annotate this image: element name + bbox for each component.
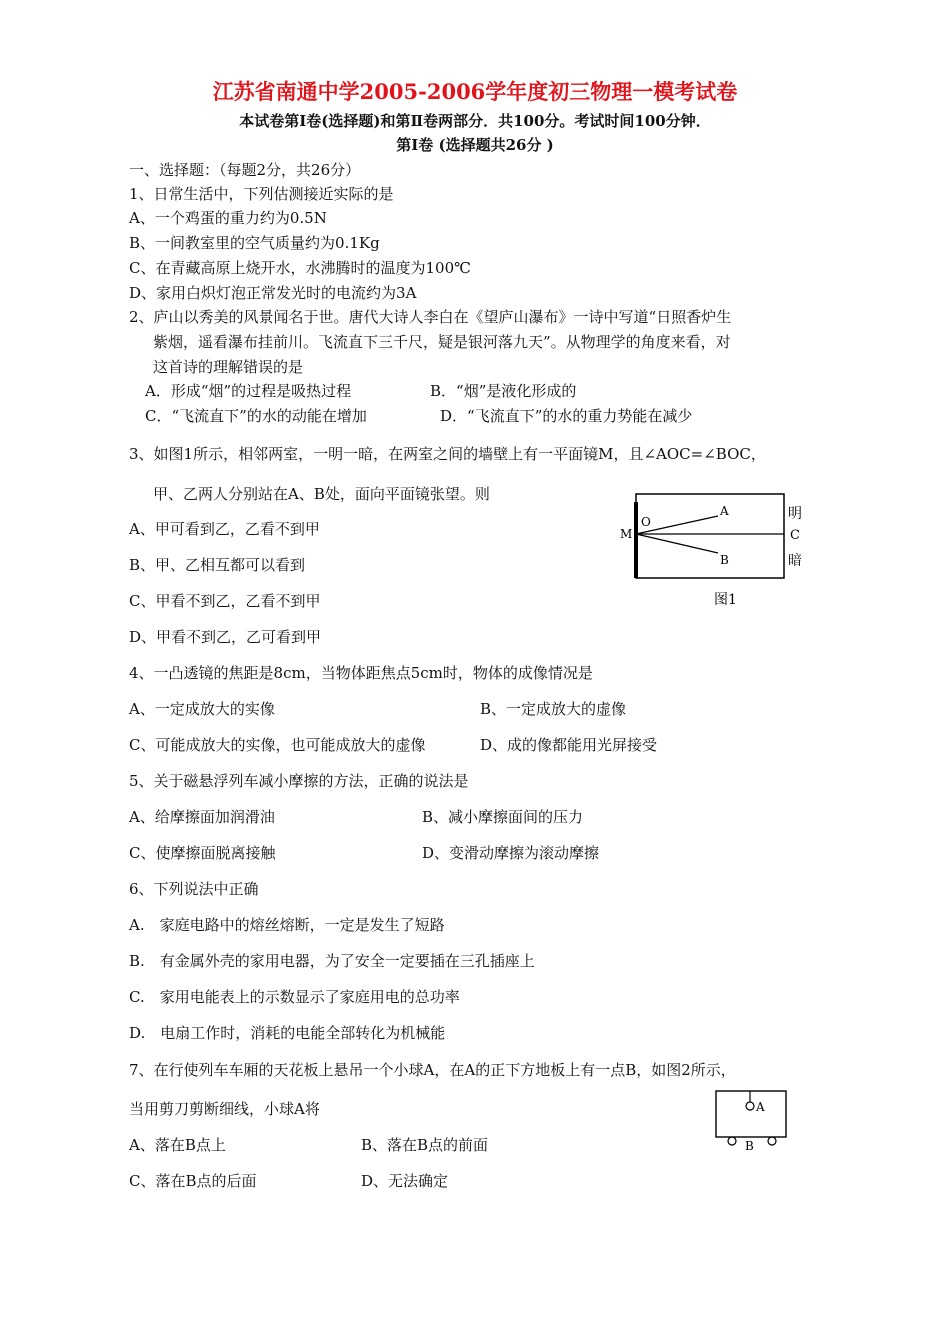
q6-option-c: C. 家用电能表上的示数显示了家庭用电的总功率 — [129, 988, 460, 1006]
q4-stem: 4、一凸透镜的焦距是8cm，当物体距焦点5cm时，物体的成像情况是 — [129, 664, 593, 682]
q2-option-b: B．“烟”是液化形成的 — [430, 382, 577, 400]
q2-option-d: D．“飞流直下”的水的重力势能在减少 — [440, 407, 693, 425]
label-o: O — [641, 515, 651, 529]
ball-a — [746, 1102, 754, 1110]
q3-option-c: C、甲看不到乙，乙看不到甲 — [129, 592, 321, 610]
q7-option-a: A、落在B点上 — [129, 1136, 226, 1154]
q7-option-b: B、落在B点的前面 — [361, 1136, 489, 1154]
q3-stem-line2: 甲、乙两人分别站在A、B处，面向平面镜张望。则 — [153, 485, 490, 503]
q2-option-a: A．形成“烟”的过程是吸热过程 — [145, 382, 352, 400]
q4-option-c: C、可能成放大的实像，也可能成放大的虚像 — [129, 736, 426, 754]
q7-option-c: C、落在B点的后面 — [129, 1172, 257, 1190]
q5-option-a: A、给摩擦面加润滑油 — [129, 808, 275, 826]
q4-option-b: B、一定成放大的虚像 — [480, 700, 627, 718]
figure-1-caption: 图1 — [714, 592, 737, 608]
q3-option-d: D、甲看不到乙，乙可看到甲 — [129, 628, 322, 646]
q2-stem-line2: 紫烟，遥看瀑布挂前川。飞流直下三千尺，疑是银河落九天”。从物理学的角度来看，对 — [153, 333, 731, 351]
label-c: C — [790, 528, 800, 543]
section-heading: 一、选择题：（每题2分，共26分） — [129, 161, 361, 179]
q2-stem-line1: 2、庐山以秀美的风景闻名于世。唐代大诗人李白在《望庐山瀑布》一诗中写道“日照香炉生 — [129, 308, 732, 326]
label-dark: 暗 — [788, 553, 802, 569]
q7-stem-line2: 当用剪刀剪断细线，小球A将 — [129, 1100, 320, 1118]
exam-title: 江苏省南通中学2005-2006学年度初三物理一模考试卷 — [212, 79, 738, 104]
q1-option-a: A、一个鸡蛋的重力约为0.5N — [129, 209, 327, 227]
q1-stem: 1、日常生活中，下列估测接近实际的是 — [129, 185, 394, 203]
q2-option-c: C．“飞流直下”的水的动能在增加 — [145, 407, 367, 425]
room-outline — [636, 494, 784, 578]
q1-option-d: D、家用白炽灯泡正常发光时的电流约为3A — [129, 284, 417, 302]
q5-stem: 5、关于磁悬浮列车减小摩擦的方法，正确的说法是 — [129, 772, 469, 790]
exam-intro: 本试卷第Ⅰ卷(选择题)和第Ⅱ卷两部分．共100分。考试时间100分钟． — [239, 112, 711, 130]
right-wheel — [768, 1137, 776, 1145]
q1-option-b: B、一间教室里的空气质量约为0.1Kg — [129, 234, 380, 252]
q5-option-b: B、减小摩擦面间的压力 — [422, 808, 584, 826]
figure-1-mirror-diagram — [610, 488, 820, 613]
q1-option-c: C、在青藏高原上烧开水，水沸腾时的温度为100℃ — [129, 259, 471, 277]
q3-option-b: B、甲、乙相互都可以看到 — [129, 556, 306, 574]
q3-option-a: A、甲可看到乙，乙看不到甲 — [129, 520, 320, 538]
q5-option-d: D、变滑动摩擦为滚动摩擦 — [422, 844, 600, 862]
part-one-heading: 第Ⅰ卷 (选择题共26分 ) — [396, 136, 554, 154]
q3-stem-line1: 3、如图1所示，相邻两室，一明一暗，在两室之间的墙壁上有一平面镜M，且∠AOC=∠BOC， — [129, 445, 766, 463]
q2-stem-line3: 这首诗的理解错误的是 — [153, 358, 304, 376]
label-a: A — [720, 504, 729, 518]
label-b: B — [720, 553, 729, 567]
label-bright: 明 — [788, 506, 802, 522]
train-car-outline — [716, 1091, 786, 1137]
q6-option-b: B. 有金属外壳的家用电器，为了安全一定要插在三孔插座上 — [129, 952, 535, 970]
q6-option-a: A. 家庭电路中的熔丝熔断，一定是发生了短路 — [129, 916, 445, 934]
q4-option-a: A、一定成放大的实像 — [129, 700, 275, 718]
q4-option-d: D、成的像都能用光屏接受 — [480, 736, 658, 754]
label-m: M — [620, 527, 633, 541]
q7-stem-line1: 7、在行使列车车厢的天花板上悬吊一个小球A，在A的正下方地板上有一点B，如图2所示， — [129, 1061, 736, 1079]
line-ob — [636, 534, 718, 553]
q7-option-d: D、无法确定 — [361, 1172, 449, 1190]
label-point-b: B — [745, 1139, 754, 1153]
q5-option-c: C、使摩擦面脱离接触 — [129, 844, 276, 862]
left-wheel — [728, 1137, 736, 1145]
q6-stem: 6、下列说法中正确 — [129, 880, 259, 898]
q6-option-d: D. 电扇工作时，消耗的电能全部转化为机械能 — [129, 1024, 446, 1042]
label-ball-a: A — [756, 1100, 765, 1114]
figure-2-train-diagram — [710, 1088, 790, 1158]
